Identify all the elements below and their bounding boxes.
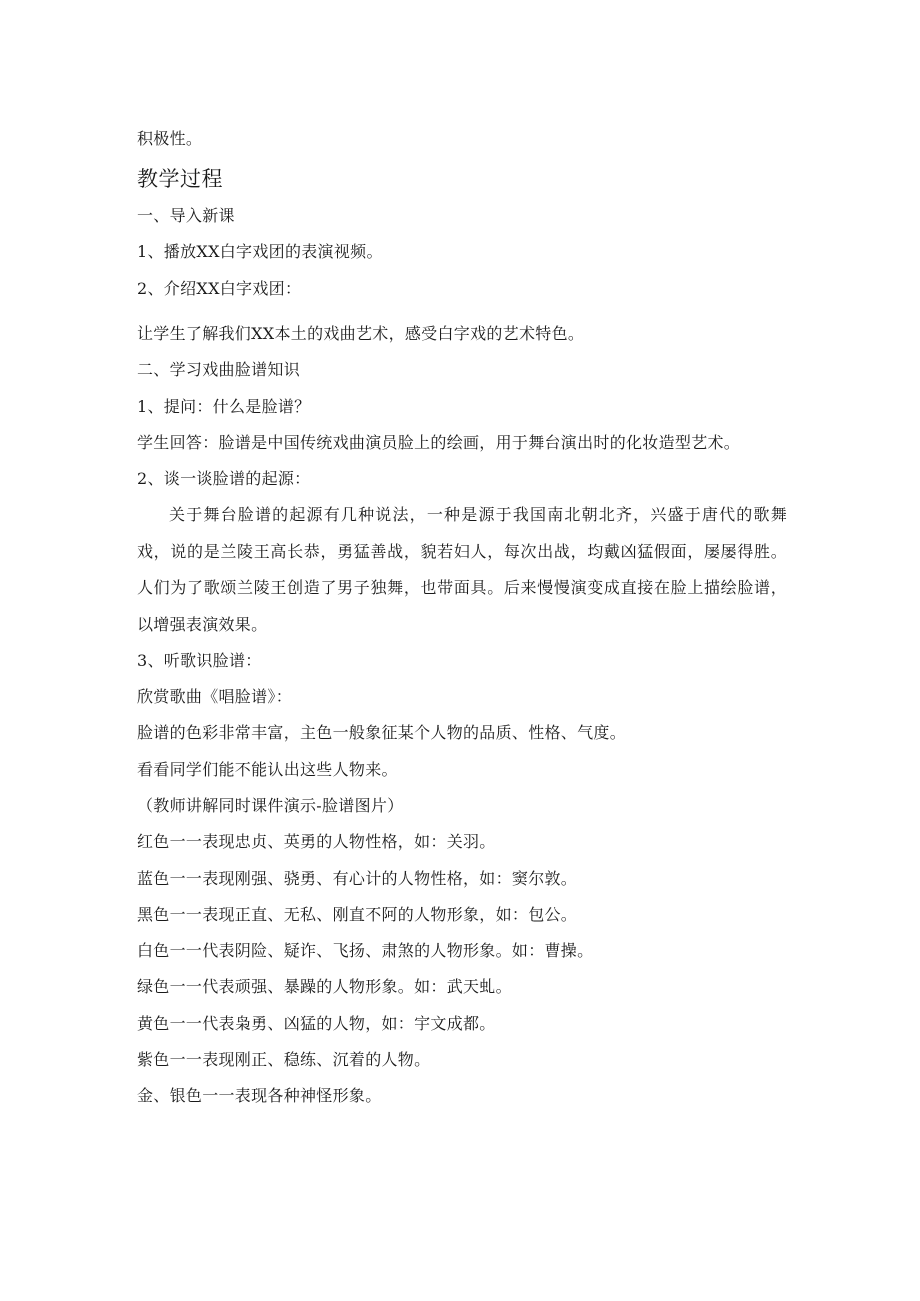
color-meaning-red: 红色一一表现忠贞、英勇的人物性格，如：关羽。: [137, 832, 496, 851]
subheading-intro: 一、导入新课: [137, 206, 235, 225]
color-meaning-black: 黑色一一表现正直、无私、刚直不阿的人物形象，如：包公。: [137, 905, 578, 924]
text-line: 脸谱的色彩非常丰富，主色一般象征某个人物的品质、性格、气度。: [137, 723, 627, 742]
text-line: 让学生了解我们XX本土的戏曲艺术，感受白字戏的艺术特色。: [137, 324, 585, 343]
subheading-facial-makeup: 二、学习戏曲脸谱知识: [137, 360, 301, 379]
text-line: （教师讲解同时课件演示-脸谱图片）: [137, 796, 404, 815]
color-meaning-blue: 蓝色一一表现刚强、骁勇、有心计的人物性格，如：窦尔敦。: [137, 869, 578, 888]
list-item: 2、谈一谈脸谱的起源：: [137, 469, 311, 488]
text-line-continuation: 积极性。: [137, 129, 203, 148]
list-item: 2、介绍XX白字戏团：: [137, 279, 302, 298]
text-line: 看看同学们能不能认出这些人物来。: [137, 760, 398, 779]
color-meaning-yellow: 黄色一一代表枭勇、凶猛的人物，如：宇文成都。: [137, 1014, 496, 1033]
color-meaning-white: 白色一一代表阴险、疑诈、飞扬、肃煞的人物形象。如：曹操。: [137, 941, 594, 960]
origin-paragraph: 关于舞台脸谱的起源有几种说法，一种是源于我国南北朝北齐，兴盛于唐代的歌舞戏，说的是兰陵王高长恭，勇猛善战，貌若妇人，每次出战，均戴凶猛假面，屡屡得胜。人们为了歌颂兰陵王创造了男子独舞，也带面具。后来慢慢演变成直接在脸上描绘脸谱，以增强表演效果。: [137, 505, 787, 634]
section-heading-teaching-process: 教学过程: [137, 167, 223, 191]
color-meaning-green: 绿色一一代表顽强、暴躁的人物形象。如：武天虬。: [137, 977, 512, 996]
list-item: 1、播放XX白字戏团的表演视频。: [137, 242, 383, 261]
color-meaning-purple: 紫色一一表现刚正、稳练、沉着的人物。: [137, 1050, 431, 1069]
list-item: 3、听歌识脸谱：: [137, 651, 262, 670]
text-line: 欣赏歌曲《唱脸谱》：: [137, 687, 293, 706]
text-line: 学生回答：脸谱是中国传统戏曲演员脸上的绘画，用于舞台演出时的化妆造型艺术。: [137, 433, 741, 452]
color-meaning-gold-silver: 金、银色一一表现各种神怪形象。: [137, 1086, 382, 1105]
list-item: 1、提问：什么是脸谱？: [137, 397, 311, 416]
